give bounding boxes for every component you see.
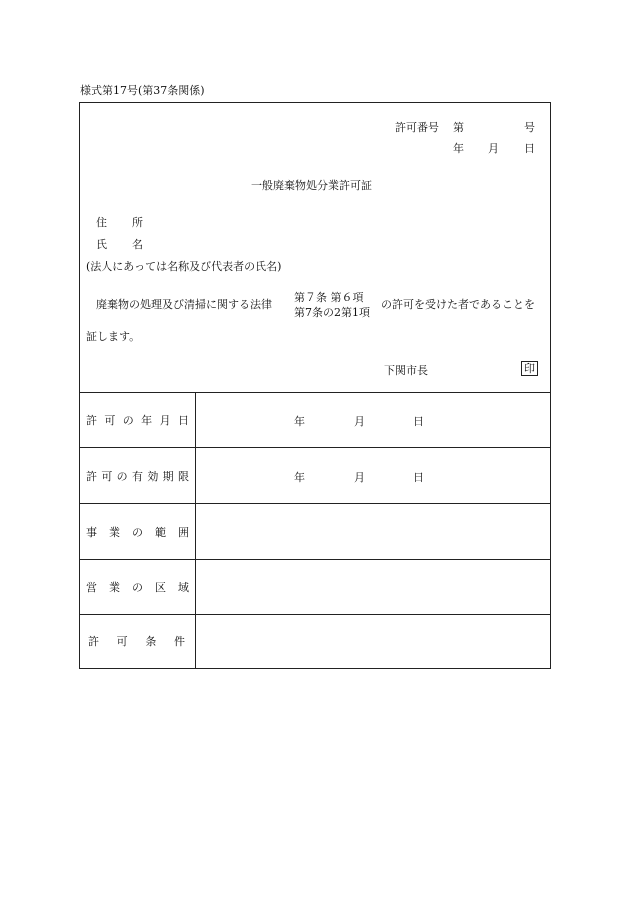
- row-label-validity: 許 可 の 有 効 期 限: [86, 469, 189, 483]
- address-label-2: 所: [132, 216, 143, 229]
- row-label-permit-date: 許 可 の 年 月 日: [86, 413, 189, 427]
- article-7-2-1: 第7条の2第1項: [294, 306, 370, 319]
- permit-date-month: 月: [354, 415, 365, 428]
- permit-number-label: 許可番号: [395, 121, 439, 134]
- permit-date-day: 日: [413, 415, 424, 428]
- issue-day: 日: [524, 142, 535, 155]
- certification-tail: の許可を受けた者であることを: [381, 298, 535, 311]
- validity-day: 日: [413, 471, 424, 484]
- validity-year: 年: [294, 471, 305, 484]
- form-number-label: 様式第17号(第37条関係): [80, 84, 205, 97]
- table-row: [80, 504, 550, 560]
- issuer-name: 下関市長: [384, 364, 428, 377]
- permit-date-year: 年: [294, 415, 305, 428]
- table-row: [80, 559, 550, 615]
- permit-form: [79, 102, 551, 669]
- validity-month: 月: [354, 471, 365, 484]
- document-title: 一般廃棄物処分業許可証: [251, 179, 372, 192]
- address-label-1: 住: [96, 216, 107, 229]
- row-label-conditions: 許 可 条 件: [88, 635, 185, 648]
- name-label-2: 名: [132, 238, 143, 251]
- permit-number-dai: 第: [453, 121, 464, 134]
- permit-number-go: 号: [524, 121, 535, 134]
- article-7-6: 第７条 第６項: [294, 291, 364, 304]
- seal-mark: 印: [521, 361, 538, 376]
- table-row: [80, 448, 550, 504]
- corporation-note: (法人にあっては名称及び代表者の氏名): [86, 260, 282, 273]
- row-label-business-scope: 事 業 の 範 囲: [86, 525, 189, 539]
- row-label-business-area: 営 業 の 区 域: [86, 580, 189, 594]
- name-label-1: 氏: [96, 238, 107, 251]
- law-name: 廃棄物の処理及び清掃に関する法律: [96, 298, 272, 311]
- certification-line2: 証します。: [86, 330, 141, 343]
- table-row: [80, 392, 550, 448]
- issue-month: 月: [488, 142, 499, 155]
- table-row: [80, 614, 550, 668]
- issue-year: 年: [453, 142, 464, 155]
- permit-header: [80, 103, 550, 393]
